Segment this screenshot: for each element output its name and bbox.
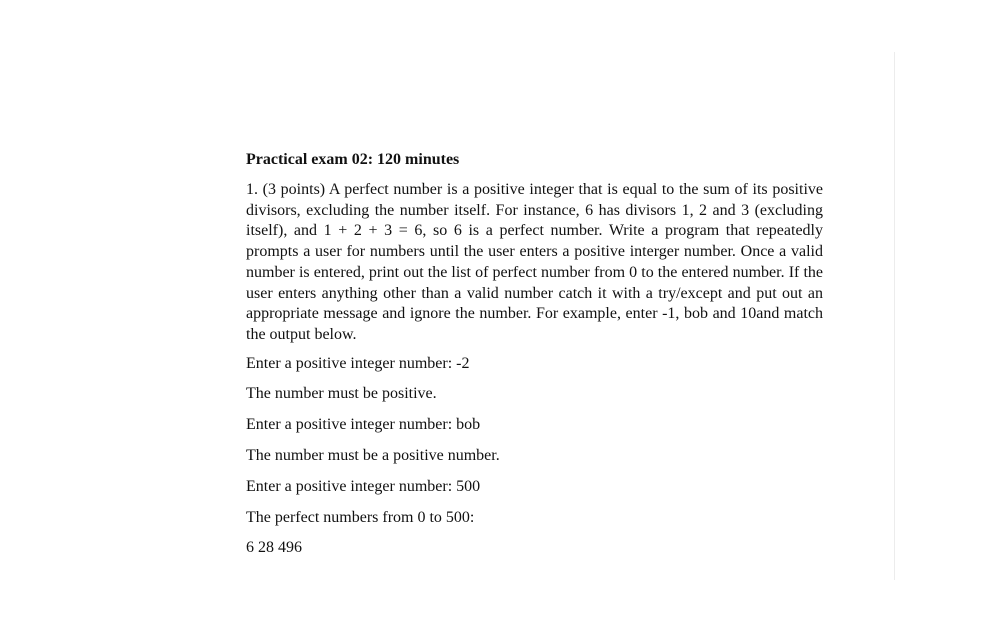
sample-output-line: Enter a positive integer number: 500: [246, 477, 481, 495]
sample-output-line: The number must be a positive number.: [246, 447, 500, 465]
sample-output-line: The perfect numbers from 0 to 500:: [246, 508, 475, 526]
sample-output-line: The number must be positive.: [246, 385, 437, 403]
sample-output-line: Enter a positive integer number: bob: [246, 416, 481, 434]
sample-output-line: Enter a positive integer number: -2: [246, 354, 470, 372]
page-edge-divider: [894, 52, 895, 580]
question-1-text: 1. (3 points) A perfect number is a positive integer that is equal to the sum of its positive divisors, excluding the number itself. For instance, 6 has divisors 1, 2 and 3 (excluding itself), and 1 + 2 + 3 = 6, so 6 is a perfect number. Write a program that repeatedly prompts a user for numbers until the user enters a positive interger number. Once a valid number is entered, print out the list of perfect number from 0 to the entered number. If the user enters anything other than a valid number catch it with a try/except and put out an appropriate message and ignore the number. For example, enter -1, bob and 10and match the output below.: [246, 181, 823, 343]
exam-title: Practical exam 02: 120 minutes: [246, 151, 460, 168]
sample-output-line: 6 28 496: [246, 539, 302, 557]
document-body: [246, 150, 823, 569]
